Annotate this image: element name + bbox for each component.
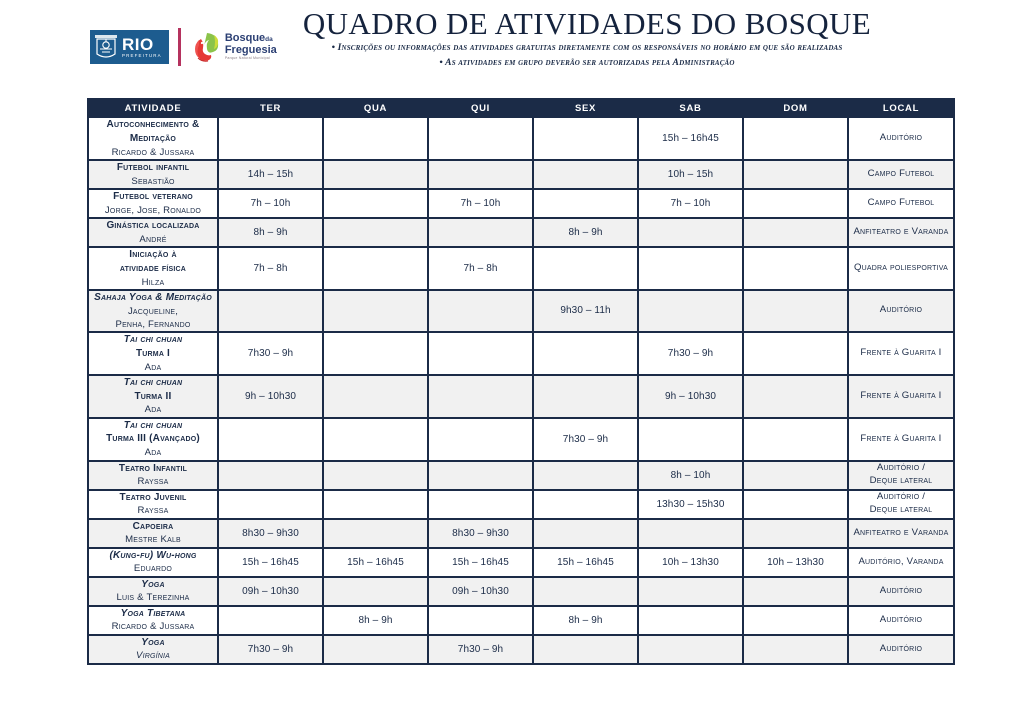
time-cell-dom [744, 419, 847, 460]
bosque-word-da: da [265, 36, 273, 44]
time-cell-qua [324, 462, 427, 489]
time-cell-sab: 10h – 15h [639, 161, 742, 188]
bullet-icon-2: • [439, 56, 443, 68]
time-cell-sex [534, 462, 637, 489]
location-line: Anfiteatro e Varanda [853, 526, 949, 538]
activity-title-line2: Turma II [134, 390, 172, 402]
activity-cell [89, 333, 217, 374]
activity-title-line2: Turma III (Avançado) [106, 433, 200, 445]
table-row [89, 462, 953, 489]
table-row [89, 219, 953, 246]
location-cell [849, 219, 953, 246]
time-cell-sab [639, 219, 742, 246]
time-cell-ter: 14h – 15h [219, 161, 322, 188]
time-cell-qua [324, 219, 427, 246]
location-cell [849, 376, 953, 417]
time-cell-sab: 7h30 – 9h [639, 333, 742, 374]
rio-crest-icon [94, 34, 118, 60]
subtitle-line-2 [210, 56, 964, 70]
table-row [89, 190, 953, 217]
activity-title: Tai chi chuan [123, 419, 183, 431]
time-cell-qui: 7h – 8h [429, 248, 532, 289]
activity-cell [89, 578, 217, 605]
time-cell-qui [429, 333, 532, 374]
time-cell-qua [324, 376, 427, 417]
time-cell-qui [429, 607, 532, 634]
time-cell-ter [219, 291, 322, 331]
rio-logo-main: RIO [122, 34, 154, 54]
activity-instructor: Sebastião [131, 175, 175, 187]
time-cell-qui [429, 419, 532, 460]
time-cell-qui [429, 491, 532, 518]
location-line: Auditório [879, 642, 923, 654]
activity-cell [89, 607, 217, 634]
activity-cell [89, 248, 217, 289]
time-cell-sex [534, 376, 637, 417]
subtitle-2-text: As atividades em grupo deverão ser autorizadas pela Administração [445, 56, 735, 68]
activity-instructor: Ricardo & Jussara [111, 146, 195, 158]
location-line: Quadra poliesportiva [853, 261, 948, 273]
column-header-qua: QUA [324, 100, 427, 116]
activity-instructor: Rayssa [137, 505, 169, 517]
time-cell-sab: 13h30 – 15h30 [639, 491, 742, 518]
time-cell-qui [429, 219, 532, 246]
time-cell-dom [744, 607, 847, 634]
time-cell-sex: 9h30 – 11h [534, 291, 637, 331]
location-line: Auditório, Varanda [858, 555, 944, 567]
activity-instructor: André [139, 233, 167, 245]
time-cell-qua [324, 578, 427, 605]
time-cell-qua [324, 333, 427, 374]
table-head [89, 100, 953, 116]
time-cell-sex [534, 161, 637, 188]
activity-instructor: Ada [144, 447, 162, 459]
activity-cell [89, 376, 217, 417]
table-row [89, 291, 953, 331]
time-cell-sex: 8h – 9h [534, 219, 637, 246]
time-cell-dom [744, 248, 847, 289]
table-body [89, 118, 953, 663]
activity-title-line2: Turma I [135, 347, 171, 359]
activity-cell [89, 636, 217, 663]
time-cell-ter [219, 462, 322, 489]
location-line: Frente à Guarita I [860, 389, 942, 401]
location-cell [849, 520, 953, 547]
activity-cell [89, 219, 217, 246]
time-cell-dom [744, 219, 847, 246]
activity-title: Yoga [141, 578, 165, 590]
activity-title: Capoeira [132, 520, 174, 532]
title-block [210, 8, 964, 69]
location-cell [849, 161, 953, 188]
table-row [89, 118, 953, 159]
location-line: Auditório [879, 613, 923, 625]
activity-title-line2: atividade física [119, 262, 187, 274]
time-cell-qua [324, 190, 427, 217]
bosque-logo-line2: Freguesia [224, 43, 277, 56]
column-header-sex: SEX [534, 100, 637, 116]
time-cell-ter: 8h30 – 9h30 [219, 520, 322, 547]
location-line: Auditório [879, 584, 923, 596]
activity-instructor: Mestre Kalb [125, 534, 181, 546]
time-cell-sex: 15h – 16h45 [534, 549, 637, 576]
subtitle-1-text: Inscrições ou informações das atividades gratuitas diretamente com os responsáveis no horário em que são realizadas [337, 42, 843, 54]
activity-cell [89, 190, 217, 217]
rio-logo-text [122, 36, 162, 58]
location-line: Frente à Guarita I [860, 432, 942, 444]
activity-title: Sahaja Yoga & Meditação [94, 291, 212, 303]
activity-title: Teatro Infantil [118, 462, 188, 474]
time-cell-sab [639, 578, 742, 605]
table-row [89, 578, 953, 605]
location-line: Campo Futebol [867, 167, 935, 179]
activity-cell [89, 419, 217, 460]
location-line: Anfiteatro e Varanda [853, 225, 949, 237]
subtitle-line-1 [210, 41, 964, 55]
time-cell-sex [534, 636, 637, 663]
activity-instructor: Jacqueline, [127, 305, 179, 317]
time-cell-dom [744, 520, 847, 547]
time-cell-qui: 15h – 16h45 [429, 549, 532, 576]
time-cell-qui [429, 376, 532, 417]
time-cell-ter [219, 419, 322, 460]
time-cell-ter: 09h – 10h30 [219, 578, 322, 605]
table-row [89, 333, 953, 374]
location-cell [849, 549, 953, 576]
page-header [0, 0, 1024, 92]
bullet-icon: • [331, 42, 336, 54]
time-cell-qua [324, 161, 427, 188]
time-cell-qui [429, 161, 532, 188]
time-cell-sab [639, 520, 742, 547]
time-cell-sab: 10h – 13h30 [639, 549, 742, 576]
table-row [89, 607, 953, 634]
time-cell-qua: 8h – 9h [324, 607, 427, 634]
time-cell-dom [744, 491, 847, 518]
time-cell-sab [639, 248, 742, 289]
activity-cell [89, 520, 217, 547]
activity-title: Yoga [141, 636, 165, 648]
location-line: Auditório / [876, 491, 926, 503]
time-cell-sab [639, 291, 742, 331]
activity-instructor: Penha, Fernando [115, 318, 191, 330]
time-cell-sex: 8h – 9h [534, 607, 637, 634]
time-cell-dom [744, 118, 847, 159]
location-cell [849, 462, 953, 489]
activity-title: Teatro Juvenil [119, 491, 187, 503]
activity-cell [89, 462, 217, 489]
time-cell-ter: 8h – 9h [219, 219, 322, 246]
time-cell-qua [324, 491, 427, 518]
location-cell [849, 118, 953, 159]
time-cell-qua [324, 118, 427, 159]
activity-cell [89, 491, 217, 518]
activity-instructor: Eduardo [133, 563, 173, 575]
time-cell-dom [744, 161, 847, 188]
time-cell-ter: 7h30 – 9h [219, 333, 322, 374]
time-cell-sab: 9h – 10h30 [639, 376, 742, 417]
location-line: Frente à Guarita I [860, 346, 942, 358]
activity-instructor: Virgínia [135, 650, 171, 662]
schedule-table-container [87, 98, 949, 665]
time-cell-ter [219, 118, 322, 159]
column-header-sab: SAB [639, 100, 742, 116]
location-cell [849, 491, 953, 518]
activity-cell [89, 118, 217, 159]
time-cell-qua [324, 248, 427, 289]
activity-title: Futebol infantil [116, 161, 190, 173]
time-cell-dom [744, 376, 847, 417]
activity-title: Tai chi chuan [123, 334, 183, 346]
rio-prefeitura-logo [90, 30, 169, 64]
schedule-table [87, 98, 955, 665]
table-row [89, 376, 953, 417]
location-cell [849, 607, 953, 634]
time-cell-dom [744, 333, 847, 374]
time-cell-ter: 15h – 16h45 [219, 549, 322, 576]
table-row [89, 636, 953, 663]
time-cell-ter: 7h30 – 9h [219, 636, 322, 663]
logo-divider [178, 28, 181, 66]
time-cell-sab [639, 419, 742, 460]
activity-title: Futebol veterano [113, 190, 193, 202]
activity-instructor: Ada [144, 361, 162, 373]
time-cell-qua [324, 419, 427, 460]
time-cell-qui [429, 462, 532, 489]
activity-title: Autoconhecimento & [106, 119, 200, 130]
location-line: Deque lateral [869, 475, 933, 487]
activity-instructor: Rayssa [137, 476, 169, 488]
activity-title: Tai chi chuan [123, 376, 183, 388]
time-cell-ter [219, 607, 322, 634]
activity-title: Yoga Tibetana [120, 607, 186, 619]
table-row [89, 161, 953, 188]
time-cell-sab [639, 607, 742, 634]
table-row [89, 248, 953, 289]
table-row [89, 419, 953, 460]
location-line: Auditório [879, 131, 923, 143]
time-cell-sex [534, 520, 637, 547]
time-cell-qui: 7h – 10h [429, 190, 532, 217]
column-header-qui: QUI [429, 100, 532, 116]
column-header-local: LOCAL [849, 100, 953, 116]
time-cell-sex: 7h30 – 9h [534, 419, 637, 460]
table-header-row [89, 100, 953, 116]
time-cell-sex [534, 118, 637, 159]
time-cell-dom [744, 190, 847, 217]
time-cell-dom [744, 636, 847, 663]
activity-title: Ginástica localizada [106, 219, 200, 231]
location-line: Campo Futebol [867, 196, 935, 208]
time-cell-sex [534, 248, 637, 289]
activity-instructor: Jorge, Jose, Ronaldo [104, 204, 202, 216]
time-cell-dom [744, 578, 847, 605]
activity-instructor: Ada [144, 404, 162, 416]
table-row [89, 491, 953, 518]
activity-instructor: Ricardo & Jussara [111, 621, 195, 633]
time-cell-sex [534, 333, 637, 374]
activity-cell [89, 161, 217, 188]
time-cell-qui [429, 291, 532, 331]
time-cell-dom: 10h – 13h30 [744, 549, 847, 576]
column-header-ter: TER [219, 100, 322, 116]
time-cell-ter: 7h – 8h [219, 248, 322, 289]
location-cell [849, 333, 953, 374]
time-cell-sab: 15h – 16h45 [639, 118, 742, 159]
time-cell-ter: 9h – 10h30 [219, 376, 322, 417]
time-cell-sex [534, 190, 637, 217]
rio-logo-sub: PREFEITURA [122, 52, 162, 58]
location-cell [849, 248, 953, 289]
location-cell [849, 419, 953, 460]
location-cell [849, 578, 953, 605]
location-cell [849, 636, 953, 663]
bosque-logo-line3: Parque Natural Municipal [224, 55, 270, 60]
location-line: Auditório / [876, 462, 926, 474]
time-cell-qua: 15h – 16h45 [324, 549, 427, 576]
activity-instructor: Luis & Terezinha [116, 592, 190, 604]
activity-title-line2: Meditação [129, 132, 177, 144]
time-cell-sab: 7h – 10h [639, 190, 742, 217]
time-cell-qua [324, 636, 427, 663]
time-cell-qui: 09h – 10h30 [429, 578, 532, 605]
time-cell-qui [429, 118, 532, 159]
page-title: QUADRO DE ATIVIDADES DO BOSQUE [302, 6, 872, 41]
time-cell-sab [639, 636, 742, 663]
time-cell-sab: 8h – 10h [639, 462, 742, 489]
bosque-word-bosque: Bosque [224, 32, 266, 45]
time-cell-qua [324, 520, 427, 547]
activity-instructor: Hilza [141, 276, 165, 288]
time-cell-qui: 7h30 – 9h [429, 636, 532, 663]
activity-cell [89, 549, 217, 576]
time-cell-sex [534, 578, 637, 605]
time-cell-qui: 8h30 – 9h30 [429, 520, 532, 547]
time-cell-dom [744, 462, 847, 489]
column-header-dom: DOM [744, 100, 847, 116]
activity-title: Iniciação à [129, 248, 177, 260]
activity-title: (Kung-fu) Wu-hong [109, 549, 197, 561]
time-cell-sex [534, 491, 637, 518]
location-line: Deque lateral [869, 504, 933, 516]
table-row [89, 549, 953, 576]
column-header-atividade: ATIVIDADE [89, 100, 217, 116]
location-cell [849, 190, 953, 217]
time-cell-qua [324, 291, 427, 331]
time-cell-ter: 7h – 10h [219, 190, 322, 217]
location-cell [849, 291, 953, 331]
activity-cell [89, 291, 217, 331]
location-line: Auditório [879, 304, 923, 316]
time-cell-dom [744, 291, 847, 331]
time-cell-ter [219, 491, 322, 518]
table-row [89, 520, 953, 547]
